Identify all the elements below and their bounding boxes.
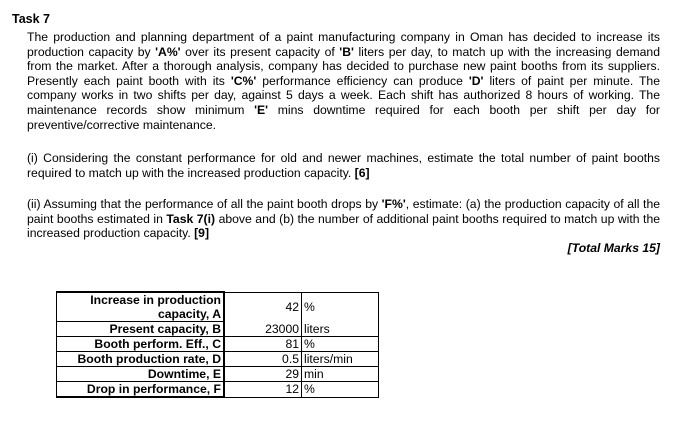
variable-e: 'E': [254, 102, 269, 117]
task-reference: Task 7(i): [166, 211, 216, 226]
parameter-label: Downtime, E: [57, 367, 225, 382]
parameter-label: Booth production rate, D: [57, 352, 225, 367]
text-run: above and (b) the number of additional paint booths required to match up with the increased production capacity.: [27, 211, 660, 241]
text-run: over its present capacity of: [180, 44, 340, 59]
parameter-unit: %: [302, 382, 379, 398]
total-marks: [Total Marks 15]: [567, 241, 660, 255]
variable-f: 'F%': [381, 197, 406, 211]
parameter-label: Present capacity, B: [57, 322, 225, 337]
table-row: [57, 292, 379, 307]
variable-c: 'C%': [230, 73, 257, 88]
scenario-paragraph: [27, 30, 660, 132]
task-title: Task 7: [12, 12, 50, 26]
marks-ii: [9]: [194, 226, 210, 241]
parameter-unit: min: [302, 367, 379, 382]
variable-b: 'B': [339, 44, 354, 59]
text-run: liters of paint per minute. The company works in two shifts per day, against 5 days a week. Each shift has authorized 8 hours of working. The maintenance records show minimum: [27, 73, 660, 117]
parameter-label: [57, 292, 225, 307]
text-run: (i) Considering the constant performance for old and newer machines, estimate the total number of paint booths required to match up with the increased production capacity.: [27, 151, 660, 180]
parameter-value: 12: [224, 382, 302, 398]
variable-d: 'D': [468, 73, 484, 88]
table-row: [57, 352, 379, 367]
question-i: [27, 151, 660, 180]
parameter-label: Booth perform. Eff., C: [57, 337, 225, 352]
parameters-table: [56, 291, 379, 398]
parameter-value: 29: [224, 367, 302, 382]
marks-i: [6]: [354, 165, 370, 180]
parameter-label: capacity, A: [57, 307, 225, 322]
parameter-value: 23000: [224, 322, 302, 337]
text-run: performance efficiency can produce: [256, 73, 469, 88]
text-run: (ii) Assuming that the performance of all the paint booth drops by: [27, 197, 382, 211]
parameter-unit: %: [302, 337, 379, 352]
text-run: The production and planning department of a paint manufacturing company in Oman has decided to increase its production capacity by: [27, 30, 660, 59]
table-row: [57, 337, 379, 352]
text-run: liters per day, to match up with the increasing demand from the market. After a thorough analysis, company has decided to purchase new paint booths from its suppliers. Presently each paint booth with its: [27, 44, 660, 88]
text-run: mins downtime required for each booth per shift per day for preventive/corrective maintenance.: [27, 102, 660, 132]
label-line: Increase in production: [90, 293, 221, 307]
parameter-label: Drop in performance, F: [57, 382, 225, 398]
table-row: [57, 382, 379, 398]
text-run: , estimate: (a) the production capacity of all the paint booths estimated in: [27, 197, 660, 226]
variable-a: 'A%': [155, 44, 181, 59]
parameter-unit: liters: [302, 322, 379, 337]
parameter-value: 42: [224, 292, 302, 322]
parameter-value: 81: [224, 337, 302, 352]
table-row: [57, 367, 379, 382]
parameter-unit: %: [302, 292, 379, 322]
question-ii: [27, 197, 660, 241]
parameter-unit: liters/min: [302, 352, 379, 367]
parameter-value: 0.5: [224, 352, 302, 367]
table-row: [57, 322, 379, 337]
